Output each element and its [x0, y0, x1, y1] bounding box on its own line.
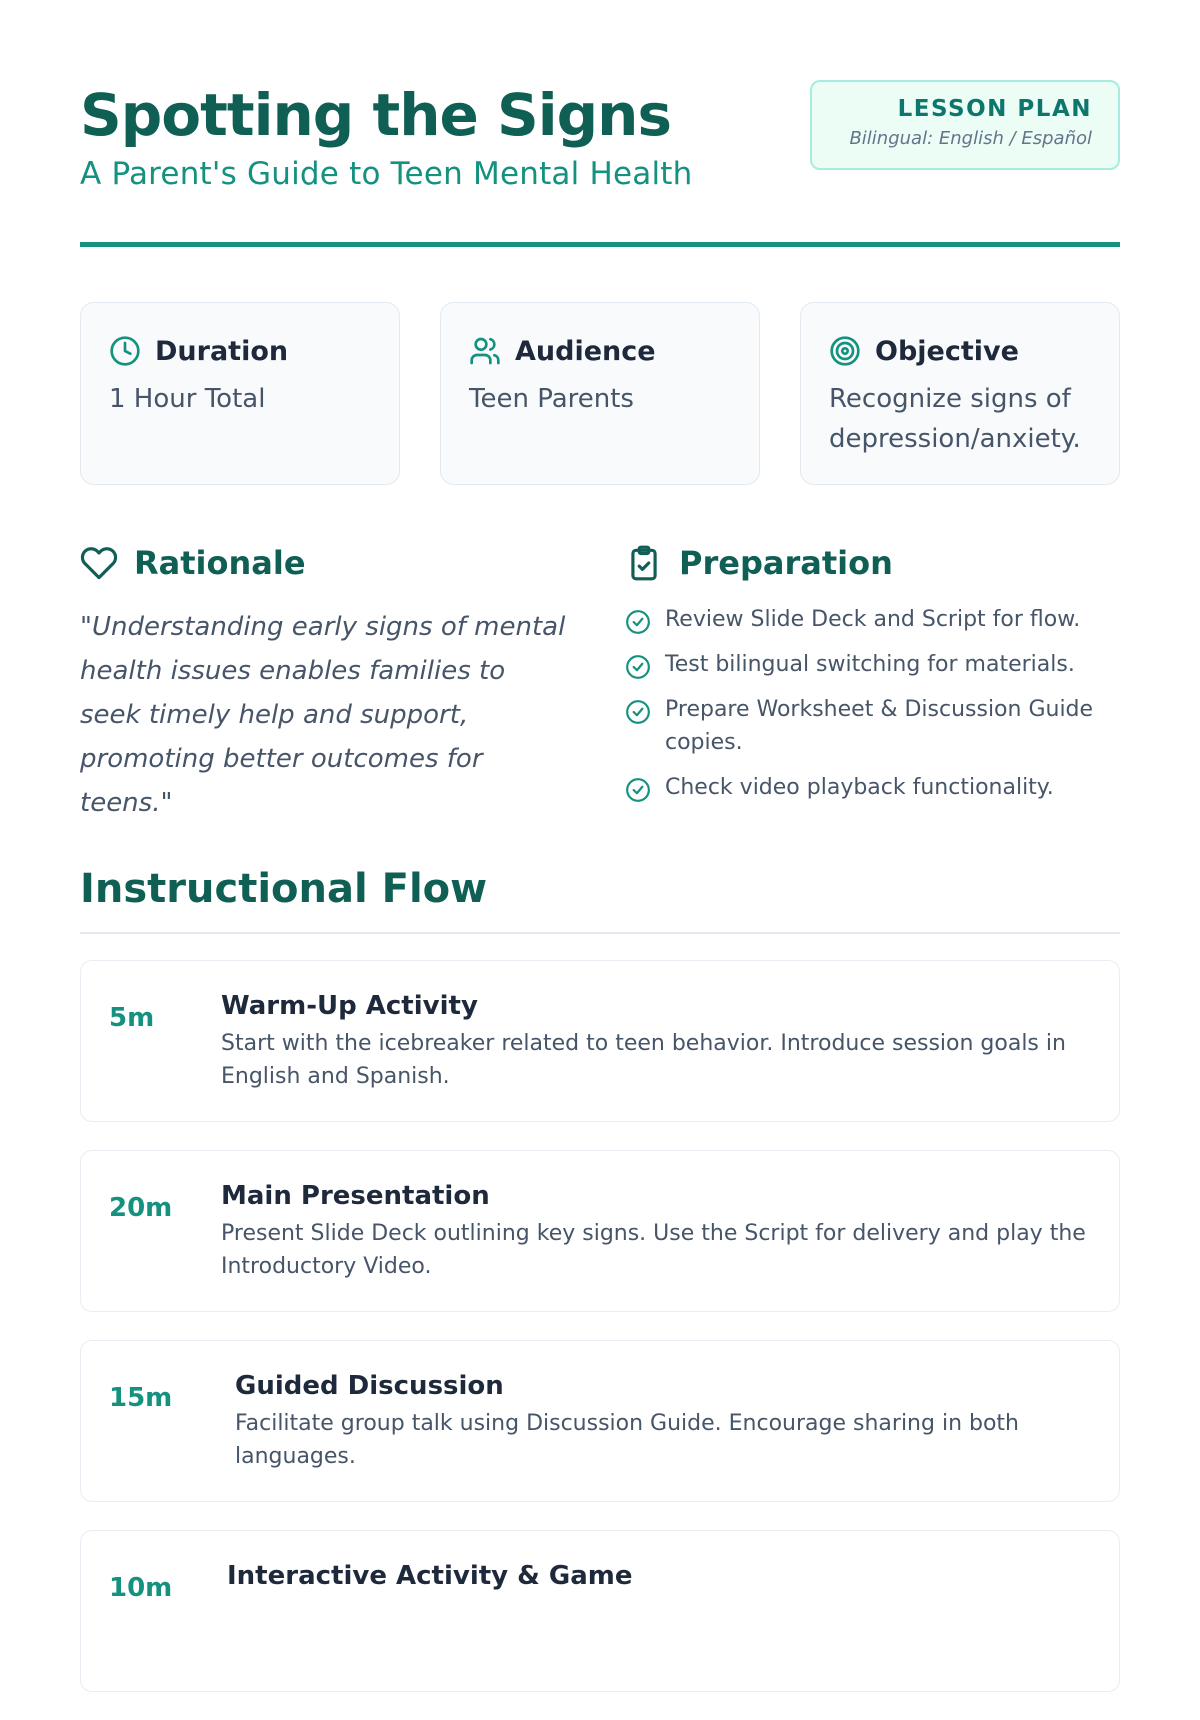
- card-title: Objective: [875, 335, 1019, 367]
- list-item: Review Slide Deck and Script for flow.: [625, 603, 1120, 636]
- list-item: Prepare Worksheet & Discussion Guide copies.: [625, 693, 1120, 759]
- badge-subtitle: Bilingual: English / Español: [849, 128, 1092, 149]
- preparation-section: [625, 540, 1120, 816]
- rationale-section: [80, 540, 570, 825]
- info-cards: [80, 302, 1120, 485]
- objective-card: [800, 302, 1120, 485]
- audience-card: [440, 302, 760, 485]
- users-icon: [469, 335, 501, 367]
- check-circle-icon: [625, 699, 651, 725]
- flow-divider: [80, 932, 1120, 934]
- target-icon: [829, 335, 861, 367]
- step-title: Warm-Up Activity: [221, 991, 478, 1021]
- card-value: 1 Hour Total: [109, 384, 266, 414]
- rationale-quote: "Understanding early signs of mental health issues enables families to seek timely help and support, promoting better outcomes for teens.": [80, 612, 566, 818]
- clipboard-check-icon: [625, 544, 663, 582]
- step-time: 10m: [109, 1573, 173, 1603]
- list-item: Test bilingual switching for materials.: [625, 648, 1120, 681]
- instructional-flow-title: Instructional Flow: [80, 866, 488, 912]
- check-circle-icon: [625, 654, 651, 680]
- step-description: Start with the icebreaker related to teen behavior. Introduce session goals in English and Spanish.: [221, 1031, 1066, 1089]
- list-item: Check video playback functionality.: [625, 771, 1120, 804]
- flow-step: [80, 1340, 1120, 1502]
- check-circle-icon: [625, 609, 651, 635]
- check-circle-icon: [625, 777, 651, 803]
- card-title: Audience: [515, 335, 656, 367]
- step-time: 5m: [109, 1003, 155, 1033]
- heart-icon: [80, 544, 118, 582]
- step-time: 15m: [109, 1383, 173, 1413]
- card-value: Teen Parents: [469, 384, 634, 414]
- step-title: Main Presentation: [221, 1181, 490, 1211]
- flow-step: [80, 960, 1120, 1122]
- header-divider: [80, 242, 1120, 247]
- section-title: Preparation: [679, 543, 893, 582]
- page-subtitle: A Parent's Guide to Teen Mental Health: [80, 156, 693, 192]
- step-title: Interactive Activity & Game: [227, 1561, 633, 1591]
- card-title: Duration: [155, 335, 289, 367]
- flow-steps: [80, 960, 1120, 1720]
- preparation-list: [625, 603, 1120, 804]
- header: [80, 80, 1120, 240]
- flow-step: [80, 1530, 1120, 1692]
- step-time: 20m: [109, 1193, 173, 1223]
- clock-icon: [109, 335, 141, 367]
- flow-step: [80, 1150, 1120, 1312]
- badge-title: LESSON PLAN: [897, 96, 1092, 122]
- step-description: Present Slide Deck outlining key signs. Use the Script for delivery and play the Introductory Video.: [221, 1221, 1086, 1279]
- step-title: Guided Discussion: [235, 1371, 504, 1401]
- page-title: Spotting the Signs: [80, 81, 671, 149]
- step-description: Facilitate group talk using Discussion Guide. Encourage sharing in both languages.: [235, 1411, 1019, 1469]
- card-value: Recognize signs of depression/anxiety.: [829, 384, 1081, 454]
- duration-card: [80, 302, 400, 485]
- lesson-plan-badge: [810, 80, 1120, 170]
- section-title: Rationale: [134, 543, 306, 582]
